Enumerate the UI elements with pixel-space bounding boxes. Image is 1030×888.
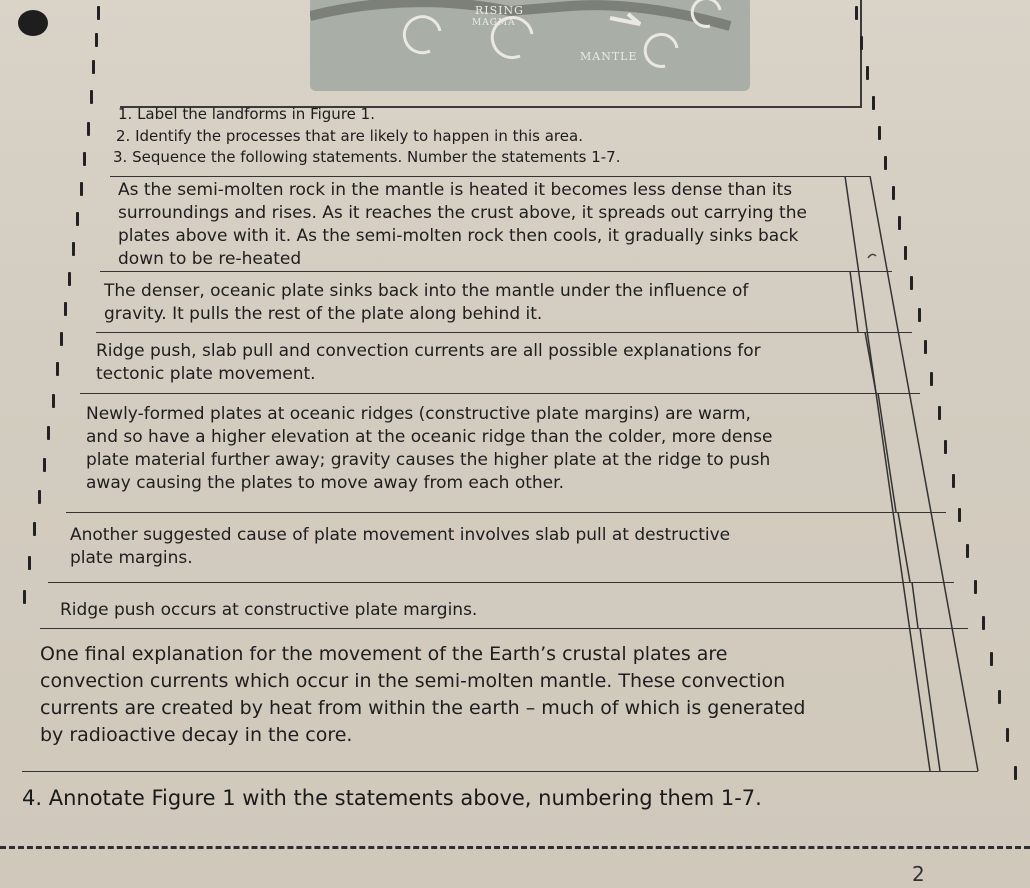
- dashed-divider: [0, 846, 1030, 849]
- question-3: 3. Sequence the following statements. Number the statements 1-7.: [113, 148, 621, 166]
- statement-7: One final explanation for the movement of the Earth’s crustal plates are convection currents which occur in the semi-molten mantle. These convection currents are created by heat from within the earth – much of which is generated by radioactive decay in the core.: [40, 643, 806, 746]
- page-number: 2: [912, 862, 925, 886]
- label-rising: RISING: [475, 4, 524, 17]
- statement-2: The denser, oceanic plate sinks back into the mantle under the influence of gravity. It pulls the rest of the plate along behind it.: [104, 281, 749, 324]
- statement-6: Ridge push occurs at constructive plate margins.: [60, 600, 478, 620]
- question-1: 1. Label the landforms in Figure 1.: [118, 105, 375, 123]
- statement-1: As the semi-molten rock in the mantle is heated it becomes less dense than its surroundings and rises. As it reaches the crust above, it spreads out carrying the plates above with it. As the semi-molten rock then cools, it gradually sinks back down to be re-heated: [118, 180, 807, 269]
- label-mantle: MANTLE: [580, 50, 638, 63]
- statement-4: Newly-formed plates at oceanic ridges (constructive plate margins) are warm, and so have a higher elevation at the oceanic ridge than the colder, more dense plate material further away; gravity causes the higher plate at the ridge to push away causing the plates to move away from each other.: [86, 404, 773, 493]
- statement-3: Ridge push, slab pull and convection currents are all possible explanations for tectonic plate movement.: [96, 341, 761, 384]
- statement-5: Another suggested cause of plate movement involves slab pull at destructive plate margins.: [70, 525, 731, 568]
- question-2: 2. Identify the processes that are likely to happen in this area.: [116, 127, 583, 145]
- question-4: 4. Annotate Figure 1 with the statements above, numbering them 1-7.: [22, 786, 762, 810]
- label-magma: MAGMA: [472, 18, 516, 28]
